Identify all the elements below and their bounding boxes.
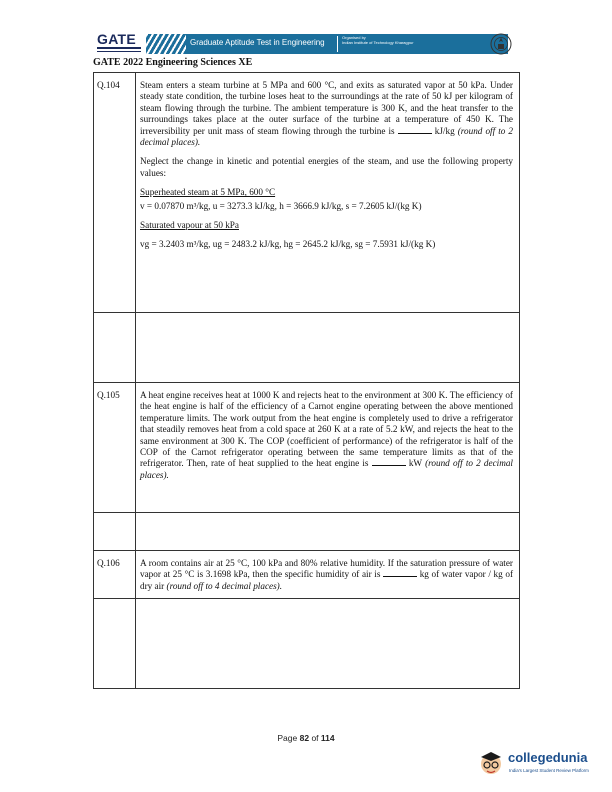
answer-blank [372,458,406,466]
iit-emblem-icon [490,33,512,55]
banner-title: Graduate Aptitude Test in Engineering [190,38,325,47]
neglect-note: Neglect the change in kinetic and potential energies of the steam, and use the following property values: [140,156,513,178]
answer-blank [383,569,417,577]
gate-logo-text: GATE [97,31,137,47]
answer-row [94,513,520,551]
questions-table [93,72,520,689]
collegedunia-brand: collegedunia [508,750,588,765]
answer-row [94,599,520,689]
question-number: Q.105 [94,383,136,513]
question-row [94,551,520,599]
page-number: Page 82 of 114 [277,733,335,743]
page-heading: GATE 2022 Engineering Sciences XE [93,57,253,68]
question-text: A room contains air at 25 °C, 100 kPa and 80% relative humidity. If the saturation pressure of water vapor at 25 °C is 3.1698 kPa, then the specific humidity of air is kg of water vapor / kg of dry air (round off to 4 decimal places). [136,551,520,599]
answer-row [94,313,520,383]
collegedunia-mascot-icon [478,748,504,778]
question-text: A heat engine receives heat at 1000 K and rejects heat to the environment at 300 K. The efficiency of the heat engine is half of the efficiency of a Carnot engine operating between the above mentioned temperature limits. The work output from the heat engine is completely used to drive a refrigerator that steadily removes heat from a cold space at 260 K at a rate of 5.2 kW, and rejects the heat to the same environment at 300 K. The COP (coefficient of performance) of the refrigerator is half of the COP of the Carnot refrigerator operating between the same temperature limits as that of the refrigerator. Then, rate of heat supplied to the heat engine is kW (round off to 2 decimal places). [136,383,520,513]
gate-logo [96,31,146,55]
saturated-values: vg = 3.2403 m³/kg, ug = 2483.2 kJ/kg, hg = 2645.2 kJ/kg, sg = 7.5931 kJ/(kg K) [140,239,436,250]
question-number: Q.106 [94,551,136,599]
question-number: Q.104 [94,73,136,313]
answer-blank [398,126,432,134]
banner-organizer: Organised by Indian Institute of Technology Kharagpur [342,35,414,45]
question-row [94,73,520,313]
question-text: Steam enters a steam turbine at 5 MPa and 600 °C, and exits as saturated vapor at 50 kPa. Under steady state condition, the turbine loses heat to the surroundings at the rate of 50 kJ per kilogram of steam flowing through the turbine. The ambient temperature is 300 K, and the heat transfer to the surroundings takes place at the outer surface of the turbine at a temperature of 450 K. The irreversibility per unit mass of steam flowing through the turbine is kJ/kg (round off to 2 decimal places). Neglect the change in kinetic and potential energies of the steam, and use the following property values: Superheated steam at 5 MPa, 600 °C v = 0.07870 m³/kg, u = 3273.3 kJ/kg, h = 3666.9 kJ/kg, s = 7.2605 kJ/(kg K) Saturated vapour at 50 kPa vg = 3.2403 m³/kg, ug = 2483.2 kJ/kg, hg = 2645.2 kJ/kg, sg = 7.5931 kJ/(kg K) [136,73,520,313]
banner-stripes [146,34,186,54]
superheated-values: v = 0.07870 m³/kg, u = 3273.3 kJ/kg, h = 3666.9 kJ/kg, s = 7.2605 kJ/(kg K) [140,200,422,211]
question-row [94,383,520,513]
saturated-heading: Saturated vapour at 50 kPa [140,220,239,231]
superheated-heading: Superheated steam at 5 MPa, 600 °C [140,187,276,198]
collegedunia-tagline: India's Largest Student Review Platform [509,768,589,773]
